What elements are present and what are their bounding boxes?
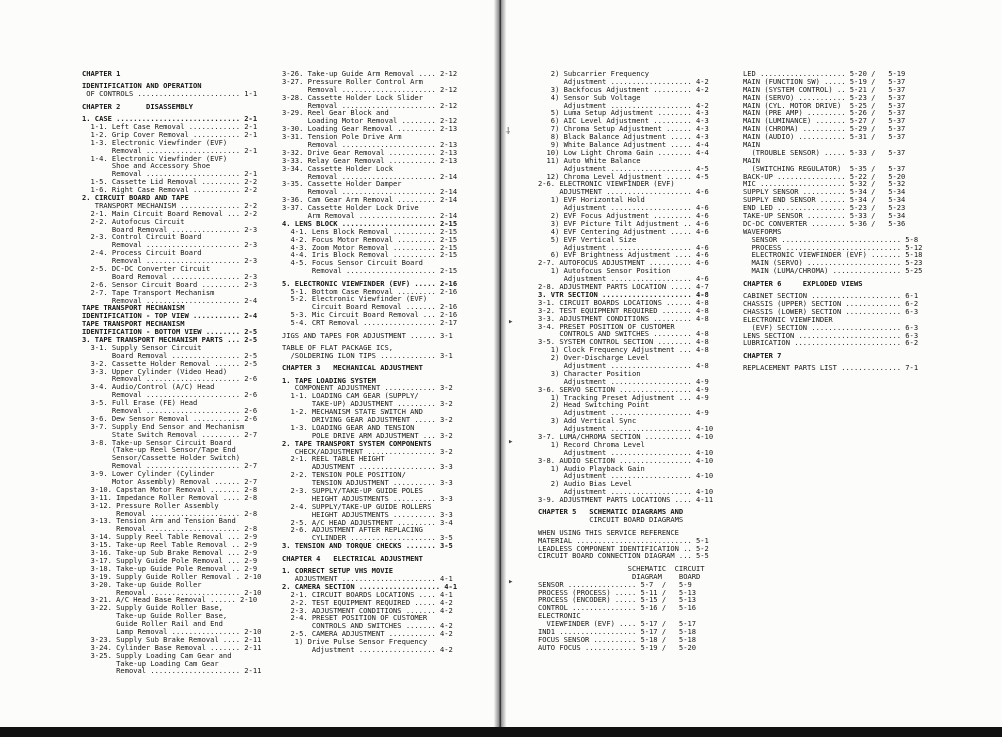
toc-line: 2-3. ADJUSTMENT CONDITIONS ....... 4-2 — [282, 605, 453, 615]
toc-line: POLE DRIVE ARM ADJUSTMENT ... 3-2 — [282, 430, 453, 440]
toc-line: 12) Chroma Level Adjustment ...... 4-5 — [538, 171, 709, 181]
toc-line: ELECTRONIC VIEWFINDER (EVF) ....... 5-18 — [743, 250, 923, 260]
toc-line: Shoe and Accessory Shoe — [82, 161, 211, 171]
toc-line: HEIGHT ADJUSTMENTS .......... 3-3 — [282, 493, 453, 503]
toc-line: CHECK/ADJUSTMENT ................ 3-2 — [282, 446, 453, 456]
toc-line: Adjustment ................... 4-5 — [538, 163, 709, 173]
toc-line: 3) Add Vertical Sync — [538, 416, 637, 426]
toc-line: 3-5. Full Erase (FE) Head — [82, 398, 198, 408]
toc-line: 3-19. Supply Guide Roller Removal . 2-10 — [82, 571, 262, 581]
toc-line: HEIGHT ADJUSTMENTS .......... 3-3 — [282, 509, 453, 519]
toc-line: 3) EVF Picture Tilt Adjustment .. 4-6 — [538, 218, 709, 228]
toc-line: 1) Drive Pulse Sensor Frequency — [282, 637, 428, 647]
toc-line: 2-6. Sensor Circuit Board ......... 2-3 — [82, 279, 258, 289]
toc-line: 1) Autofocus Sensor Position — [538, 266, 671, 276]
toc-line: CHAPTER 5 SCHEMATIC DIAGRAMS AND — [538, 507, 684, 517]
toc-line: Adjustment ................... 4-10 — [538, 487, 714, 497]
toc-line: Removal ..................... 2-8 — [82, 524, 258, 534]
toc-line: 3-12. Pressure Roller Assembly — [82, 500, 219, 510]
toc-line: 2-1. Main Circuit Board Removal ... 2-2 — [82, 208, 258, 218]
toc-line: DC-DC CONVERTER ........ 5-36 / 5-36 — [743, 218, 906, 228]
toc-line: 5) EVF Vertical Size — [538, 234, 637, 244]
toc-line: IDENTIFICATION - TOP VIEW ........... 2-4 — [82, 311, 258, 321]
toc-line: 3-13. Tension Arm and Tension Band — [82, 516, 236, 526]
toc-line: DIAGRAM BOARD — [538, 571, 701, 581]
toc-line: Removal ...................... 2-12 — [282, 84, 458, 94]
toc-column-4 — [743, 70, 943, 372]
toc-line: TAKE-UP SENSOR ......... 5-33 / 5-34 — [743, 211, 906, 221]
toc-line: MAIN (LUMINANCE) ....... 5-27 / 5-37 — [743, 116, 906, 126]
toc-line: 1. TAPE LOADING SYSTEM — [282, 375, 376, 385]
toc-line: 2) Subcarrier Frequency — [538, 69, 650, 78]
toc-line: SUPPLY SENSOR .......... 5-34 / 5-34 — [743, 187, 906, 197]
toc-line: 3-20. Take-up Guide Roller — [82, 579, 202, 589]
toc-line: SCHEMATIC CIRCUIT — [538, 563, 705, 573]
toc-line: 1-1. Left Case Removal ............ 2-1 — [82, 121, 258, 131]
toc-line: 2-4. Process Circuit Board — [82, 248, 202, 258]
toc-line: 2-3. SUPPLY/TAKE-UP GUIDE POLES — [282, 486, 423, 496]
toc-line: 1. CORRECT SETUP VHS MOVIE — [282, 566, 394, 576]
toc-line: 3-37. Cassette Holder Lock Drive — [282, 203, 419, 213]
toc-line: MAIN (CHROMA) .......... 5-29 / 5-37 — [743, 124, 906, 134]
toc-line: 3-28. Cassette Holder Lock Slider — [282, 92, 423, 102]
margin-mark: ⸸ — [506, 127, 511, 137]
toc-line: Removal ...................... 2-12 — [282, 100, 458, 110]
toc-line: SENSOR ............................ 5-8 — [743, 234, 919, 244]
toc-line: /SOLDERING ILON TIPS ............. 3-1 — [282, 350, 453, 360]
toc-line: 10) Low Light Chroma Gain ........ 4-4 — [538, 147, 709, 157]
toc-line: 2-4. SUPPLY/TAKE-UP GUIDE ROLLERS — [282, 501, 432, 511]
left-page — [0, 0, 494, 737]
toc-line: VIEWFINDER (EVF) .... 5-17 / 5-17 — [538, 619, 697, 629]
toc-line: 3-2. TEST EQUIPMENT REQUIRED ....... 4-8 — [538, 305, 709, 315]
toc-line: Removal ...................... 2-6 — [82, 390, 258, 400]
toc-line: 2-5. A/C HEAD ADJUSTMENT ......... 3-4 — [282, 517, 453, 527]
toc-line: ADJUSTMENT .................. 3-3 — [282, 462, 453, 472]
toc-line: IDENTIFICATION - BOTTOM VIEW ........ 2-5 — [82, 327, 258, 337]
toc-column-2 — [282, 70, 482, 654]
toc-line: (EVF) SECTION ..................... 6-3 — [743, 322, 919, 332]
toc-line: Removal ...................... 2-6 — [82, 374, 258, 384]
toc-line: 2. TAPE TRANSPORT SYSTEM COMPONENTS — [282, 438, 432, 448]
toc-line: 3-31. Tension Pole Drive Arm — [282, 132, 402, 142]
toc-line: DRIVING GEAR ADJUSTMENT ..... 3-2 — [282, 415, 453, 425]
toc-line: 1) Tracking Preset Adjustment ... 4-9 — [538, 392, 709, 402]
toc-line: 4-1. Lens Block Removal .......... 2-15 — [282, 226, 458, 236]
toc-line: Adjustment ................... 4-10 — [538, 424, 714, 434]
toc-line: MAIN (LUMA/CHROMA) ................ 5-25 — [743, 266, 923, 276]
toc-line: CONTROLS AND SWITCHES ....... 4-2 — [282, 621, 453, 631]
toc-line: 6) AIC Level Adjustment ......... 4-3 — [538, 116, 709, 126]
toc-line: 1) Audio Playback Gain — [538, 463, 645, 473]
toc-line: CIRCUIT BOARD CONNECTION DIAGRAM ... 5-5 — [538, 551, 709, 561]
toc-line: Adjustment ................... 4-8 — [538, 360, 709, 370]
toc-line: END LED ................ 5-23 / 5-23 — [743, 203, 906, 213]
toc-line: Removal ...................... 2-3 — [82, 240, 258, 250]
toc-line: TABLE OF FLAT PACKAGE ICS, — [282, 342, 394, 352]
toc-line: BACK-UP ................ 5-22 / 5-20 — [743, 171, 906, 181]
toc-line: 2. CAMERA SECTION ................... 4-1 — [282, 581, 458, 591]
toc-line: 1-1. LOADING CAM GEAR (SUPPLY/ — [282, 391, 419, 401]
toc-line: 3-11. Impedance Roller Removal .... 2-8 — [82, 492, 258, 502]
margin-mark: ▸ — [508, 317, 514, 327]
toc-line: MIC .................... 5-32 / 5-32 — [743, 179, 906, 189]
toc-line: LUBRICATION ......................... 6-2 — [743, 338, 919, 348]
toc-line: Take-up Loading Cam Gear — [82, 658, 219, 668]
book-spine — [494, 0, 506, 737]
toc-line: 2-6. ADJUSTMENT AFTER REPLACING — [282, 525, 423, 535]
toc-line: Adjustment .................. 4-2 — [282, 644, 453, 654]
toc-line: Adjustment ................... 4-9 — [538, 376, 709, 386]
toc-line: 3-8. AUDIO SECTION ................. 4-10 — [538, 455, 714, 465]
toc-line: Motor Assembly) Removal ...... 2-7 — [82, 477, 258, 487]
toc-line: PROCESS (PROCESS) ..... 5-11 / 5-13 — [538, 587, 697, 597]
toc-line: 1-3. Electronic Viewfinder (EVF) — [82, 137, 228, 147]
toc-line: Adjustment ................... 4-10 — [538, 471, 714, 481]
toc-line: CHAPTER 3 MECHANICAL ADJUSTMENT — [282, 363, 423, 373]
toc-line: Adjustment ................... 4-6 — [538, 242, 709, 252]
toc-line: 8) Black Balance Adjustment ..... 4-3 — [538, 132, 709, 142]
toc-line: WAVEFORMS — [743, 226, 782, 236]
toc-line: Adjustment ................... 4-10 — [538, 447, 714, 457]
toc-line: 5-1. Bottom Case Removal ......... 2-16 — [282, 286, 458, 296]
toc-line: 1-4. Electronic Viewfinder (EVF) — [82, 153, 228, 163]
toc-line: 3-3. Upper Cylinder (Video Head) — [82, 366, 228, 376]
toc-line: 4-3. Zoom Motor Removal .......... 2-15 — [282, 242, 458, 252]
toc-line: (SWITCHING REGULATOR) 5-35 / 5-37 — [743, 163, 906, 173]
toc-line: 3-15. Take-up Reel Table Removal .. 2-9 — [82, 540, 258, 550]
toc-line: ELECTRONIC VIEWFINDER — [743, 314, 833, 324]
toc-line: IDENTIFICATION AND OPERATION — [82, 81, 202, 91]
toc-line: Removal ...................... 2-7 — [82, 461, 258, 471]
toc-line: 5) Luma Setup Adjustment ........ 4-3 — [538, 108, 709, 118]
toc-line: 3-6. SERVO SECTION ................. 4-9 — [538, 384, 709, 394]
toc-line: 4. LENS BLOCK ...................... 2-15 — [282, 218, 458, 228]
toc-line: CHAPTER 2 DISASSEMBLY — [82, 101, 194, 111]
toc-line: 2-2. TENSION POLE POSITION/ — [282, 470, 406, 480]
toc-line: PROCESS (ENCODER) ..... 5-15 / 5-13 — [538, 595, 697, 605]
right-page — [506, 0, 1002, 737]
toc-line: 2. CIRCUIT BOARD AND TAPE — [82, 192, 189, 202]
toc-line: 11) Auto White Balance — [538, 155, 641, 165]
toc-line: CABINET SECTION ..................... 6-1 — [743, 291, 919, 301]
toc-line: TAPE TRANSPORT MECHANISM — [82, 319, 185, 329]
toc-line: 1-6. Right Case Removal ........... 2-2 — [82, 185, 258, 195]
toc-line: OF CONTROLS ........................ 1-1 — [82, 89, 258, 99]
toc-line: TAKE-UP) ADJUSTMENT ......... 3-2 — [282, 399, 453, 409]
toc-line: Sensor/Cassette Holder Switch) — [82, 453, 241, 463]
toc-line: 7) Chroma Setup Adjustment ...... 4-3 — [538, 124, 709, 134]
toc-line: 3-1. CIRCUIT BOARDS LOCATIONS ...... 4-8 — [538, 297, 709, 307]
margin-mark: ▸ — [508, 577, 514, 587]
toc-line: 3-25. Supply Loading Cam Gear and — [82, 650, 232, 660]
toc-line: 1-2. MECHANISM STATE SWITCH AND — [282, 407, 423, 417]
toc-line: 3-4. Audio/Control (A/C) Head — [82, 382, 215, 392]
toc-line: 3-4. PRESET POSITION OF CUSTOMER — [538, 321, 675, 331]
toc-line: CHAPTER 4 ELECTRICAL ADJUSTMENT — [282, 553, 423, 563]
toc-line: State Switch Removal ......... 2-7 — [82, 429, 258, 439]
toc-line: 4-5. Focus Sensor Circuit Board — [282, 258, 423, 268]
toc-line: CHAPTER 6 EXPLODED VIEWS — [743, 278, 863, 288]
toc-line: ADJUSTMENT ...................... 4-1 — [282, 573, 453, 583]
toc-line: MAIN — [743, 140, 761, 150]
toc-line: MATERIAL ........................... 5-1 — [538, 535, 709, 545]
toc-line: Removal ...................... 2-4 — [82, 295, 258, 305]
toc-column-3 — [538, 70, 738, 652]
toc-line: 2-5. DC-DC Converter Circuit — [82, 263, 211, 273]
toc-line: TENSION ADJUSTMENT .......... 3-3 — [282, 478, 453, 488]
toc-line: Removal ..................... 2-15 — [282, 266, 458, 276]
toc-line: 2-6. ELECTRONIC VIEWFINDER (EVF) — [538, 179, 675, 189]
toc-line: Removal ..................... 2-10 — [82, 587, 262, 597]
toc-line: SUPPLY END SENSOR ...... 5-34 / 5-34 — [743, 195, 906, 205]
toc-line: 2-2. TEST EQUIPMENT REQUIRED ..... 4-2 — [282, 597, 453, 607]
toc-line: 3-30. Loading Gear Removal ......... 2-13 — [282, 124, 458, 134]
toc-line: 3. TENSION AND TORQUE CHECKS ....... 3-5 — [282, 541, 453, 551]
toc-line: 3. TAPE TRANSPORT MECHANISM PARTS ... 2-5 — [82, 335, 258, 344]
toc-line: Board Removal ................ 2-3 — [82, 224, 258, 234]
toc-line: 3-10. Capstan Motor Removal ....... 2-8 — [82, 484, 258, 494]
toc-line: PROCESS ........................... 5-12 — [743, 242, 923, 252]
toc-line: 3-18. Take-up Guide Pole Removal .. 2-9 — [82, 563, 258, 573]
toc-line: CONTROLS AND SWITCHES ......... 4-8 — [538, 329, 709, 339]
toc-line: 1-3. LOADING GEAR AND TENSION — [282, 422, 415, 432]
toc-line: Adjustment ................... 4-2 — [538, 100, 709, 110]
toc-line: FOCUS SENSOR .......... 5-18 / 5-18 — [538, 634, 697, 644]
toc-line: Removal ...................... 2-13 — [282, 140, 458, 150]
toc-line: 3-9. Lower Cylinder (Cylinder — [82, 469, 215, 479]
toc-line: 5. ELECTRONIC VIEWFINDER (EVF) ..... 2-16 — [282, 278, 458, 288]
toc-line: 3-27. Pressure Roller Control Arm — [282, 76, 423, 86]
toc-line: 3-3. ADJUSTMENT CONDITIONS ......... 4-8 — [538, 313, 709, 323]
toc-line: 3-36. Cam Gear Arm Removal ......... 2-14 — [282, 195, 458, 205]
toc-line: COMPONENT ADJUSTMENT ............ 3-2 — [282, 383, 453, 393]
toc-line: 3) Backfocus Adjustment ......... 4-2 — [538, 84, 709, 94]
toc-line: Loading Motor Removal ........ 2-12 — [282, 116, 458, 126]
toc-line: 4-4. Iris Block Removal .......... 2-15 — [282, 250, 458, 260]
toc-line: Adjustment ................... 4-6 — [538, 274, 709, 284]
toc-line: 3-7. LUMA/CHROMA SECTION ........... 4-10 — [538, 431, 714, 441]
toc-line: Removal ...................... 2-6 — [82, 406, 258, 416]
toc-line: CONTROL ............... 5-16 / 5-16 — [538, 603, 697, 613]
toc-line: 3-32. Drive Gear Removal ........... 2-13 — [282, 147, 458, 157]
toc-line: Removal ...................... 2-14 — [282, 171, 458, 181]
scan-bottom-edge — [0, 727, 1002, 737]
toc-line: MAIN (AUDIO) ........... 5-31 / 5-37 — [743, 132, 906, 142]
toc-line: 1) Clock Frequency Adjustment ... 4-8 — [538, 345, 709, 355]
toc-line: 2-2. Autofocus Circuit — [82, 216, 185, 226]
toc-line: Removal ...................... 2-14 — [282, 187, 458, 197]
toc-line: 4) Sensor Sub Voltage — [538, 92, 641, 102]
toc-line: 2-7. Tape Transport Mechanism — [82, 287, 215, 297]
toc-line: 3-2. Cassette Holder Removal ...... 2-5 — [82, 358, 258, 368]
toc-line: 3) Character Position — [538, 368, 641, 378]
toc-line: 3-23. Supply Sub Brake Removal .... 2-11 — [82, 634, 262, 644]
toc-line: 2) Head Switching Point — [538, 400, 650, 410]
toc-line: 3-29. Reel Gear Block and — [282, 108, 389, 118]
toc-line: AUTO FOCUS ............ 5-19 / 5-20 — [538, 642, 697, 652]
toc-line: 3-26. Take-up Guide Arm Removal .... 2-12 — [282, 69, 458, 78]
toc-line: MAIN (SERVO) ...................... 5-23 — [743, 258, 923, 268]
toc-line: Guide Roller Rail and End — [82, 619, 223, 629]
toc-line: 2-4. PRESET POSITION OF CUSTOMER — [282, 613, 428, 623]
toc-line: 2-1. REEL TABLE HEIGHT — [282, 454, 385, 464]
toc-line: 3-6. Dew Sensor Removal ........... 2-6 — [82, 413, 258, 423]
toc-line: Circuit Board Removal ....... 2-16 — [282, 302, 458, 312]
toc-line: (Take-up Reel Sensor/Tape End — [82, 445, 236, 455]
toc-line: CYLINDER .................... 3-5 — [282, 533, 453, 543]
toc-line: (TROUBLE SENSOR) ..... 5-33 / 5-37 — [743, 147, 906, 157]
toc-line: 4) EVF Centering Adjustment ..... 4-6 — [538, 226, 709, 236]
toc-line: 2) Audio Bias Level — [538, 479, 632, 489]
toc-line: 2) EVF Focus Adjustment ......... 4-6 — [538, 211, 709, 221]
toc-line: Adjustment ................... 4-2 — [538, 76, 709, 86]
toc-line: 6) EVF Brightness Adjustment .... 4-6 — [538, 250, 709, 260]
toc-line: WHEN USING THIS SERVICE REFERENCE — [538, 527, 679, 537]
toc-line: 2-5. CAMERA ADJUSTMENT ........... 4-2 — [282, 629, 453, 639]
toc-line: 3-33. Relay Gear Removal ........... 2-13 — [282, 155, 458, 165]
toc-line: 1. CASE ............................. 2-1 — [82, 114, 258, 124]
toc-line: Removal ...................... 2-1 — [82, 169, 258, 179]
toc-line: TAPE TRANSPORT MECHANISM — [82, 303, 185, 313]
toc-line: 3-5. SYSTEM CONTROL SECTION ........ 4-8 — [538, 337, 709, 347]
toc-line: Adjustment ................... 4-9 — [538, 408, 709, 418]
toc-line: 4-2. Focus Motor Removal ......... 2-15 — [282, 234, 458, 244]
toc-line: SENSOR ................ 5-7 / 5-9 — [538, 579, 692, 589]
toc-line: MAIN (FUNCTION SW) ..... 5-19 / 5-37 — [743, 76, 906, 86]
toc-line: 5-2. Electronic Viewfinder (EVF) — [282, 294, 428, 304]
toc-line: Adjustment ................... 4-6 — [538, 203, 709, 213]
toc-line: LENS SECTION ........................ 6-3 — [743, 330, 919, 340]
toc-column-1 — [82, 70, 272, 675]
toc-line: 3-8. Take-up Sensor Circuit Board — [82, 437, 232, 447]
toc-line: 3-1. Supply Sensor Circuit — [82, 342, 202, 352]
toc-line: 3-34. Cassette Holder Lock — [282, 163, 394, 173]
toc-line: REPLACEMENT PARTS LIST .............. 7-1 — [743, 363, 919, 373]
toc-line: 2-3. Control Circuit Board — [82, 232, 202, 242]
toc-line: 1-2. Grip Cover Removal ........... 2-1 — [82, 129, 258, 139]
toc-line: 9) White Balance Adjustment ..... 4-4 — [538, 140, 709, 150]
toc-line: CHASSIS (LOWER) SECTION ............. 6-3 — [743, 306, 919, 316]
toc-line: Removal ...................... 2-3 — [82, 256, 258, 266]
toc-line: 3. VTR SECTION ..................... 4-8 — [538, 289, 709, 299]
margin-mark: ▸ — [508, 437, 514, 447]
toc-line: 3-22. Supply Guide Roller Base, — [82, 603, 223, 613]
toc-line: 5-4. CRT Removal ................. 2-17 — [282, 318, 458, 328]
toc-line: 2-8. ADJUSTMENT PARTS LOCATION ..... 4-7 — [538, 282, 709, 292]
toc-line: ADJUSTMENT .................... 4-6 — [538, 187, 709, 197]
toc-line: 2-7. AUTOFOCUS ADJUSTMENT .......... 4-6 — [538, 258, 709, 268]
toc-line: Removal ...................... 2-1 — [82, 145, 258, 155]
toc-line: MAIN (SERVO) ........... 5-23 / 5-37 — [743, 92, 906, 102]
toc-line: CHASSIS (UPPER) SECTION ............. 6-2 — [743, 298, 919, 308]
toc-line: 3-16. Take-up Sub Brake Removal ... 2-9 — [82, 548, 258, 558]
toc-line: LED .................... 5-20 / 5-19 — [743, 69, 906, 78]
toc-line: CIRCUIT BOARD DIAGRAMS — [538, 515, 684, 525]
toc-line: TRANSPORT MECHANISM .............. 2-2 — [82, 200, 258, 210]
toc-line: Lamp Removal ................ 2-10 — [82, 626, 262, 636]
toc-line: 2) Over-Discharge Level — [538, 353, 650, 363]
toc-line: 3-21. A/C Head Base Removal ...... 2-10 — [82, 595, 258, 605]
toc-line: 3-35. Cassette Holder Damper — [282, 179, 402, 189]
toc-line: Removal ..................... 2-8 — [82, 508, 258, 518]
toc-line: CHAPTER 1 — [82, 69, 121, 78]
toc-line: CHAPTER 7 — [743, 350, 782, 360]
toc-line: 2-1. CIRCUIT BOARDS LOCATIONS .... 4-1 — [282, 589, 453, 599]
toc-line: 1) EVF Horizontal Hold — [538, 195, 645, 205]
toc-line: 3-17. Supply Guide Pole Removal ... 2-9 — [82, 555, 258, 565]
toc-line: MAIN (SYSTEM CONTROL) .. 5-21 / 5-37 — [743, 84, 906, 94]
toc-line: MAIN (CYL. MOTOR DRIVE) 5-25 / 5-37 — [743, 100, 906, 110]
toc-line: JIGS AND TAPES FOR ADJUSTMENT ...... 3-1 — [282, 330, 453, 340]
toc-line: 3-14. Supply Reel Table Removal ... 2-9 — [82, 532, 258, 542]
toc-line: Board Removal ................ 2-5 — [82, 350, 258, 360]
toc-line: Arm Removal .................. 2-14 — [282, 211, 458, 221]
toc-line: MAIN — [743, 155, 761, 165]
toc-line: MAIN (PRE AMP) ......... 5-26 / 5-37 — [743, 108, 906, 118]
toc-line: 3-7. Supply End Sensor and Mechanism — [82, 421, 245, 431]
toc-line: ELECTRONIC — [538, 611, 581, 621]
toc-line: 5-3. Mic Circuit Board Removal ... 2-16 — [282, 310, 458, 320]
toc-line: 1) Record Chroma Level — [538, 439, 645, 449]
toc-line: 1-5. Cassette Lid Removal ......... 2-2 — [82, 177, 258, 187]
toc-line: Take-up Guide Roller Base, — [82, 611, 228, 621]
toc-line: LEADLESS COMPONENT IDENTIFICATION .. 5-2 — [538, 543, 709, 553]
toc-line: 3-9. ADJUSTMENT PARTS LOCATIONS .... 4-11 — [538, 495, 714, 505]
toc-line: Removal ..................... 2-11 — [82, 666, 262, 676]
toc-line: 3-24. Cylinder Base Removal ....... 2-11 — [82, 642, 262, 652]
toc-line: IND1 .................. 5-17 / 5-18 — [538, 626, 697, 636]
toc-line: Board Removal ................ 2-3 — [82, 271, 258, 281]
